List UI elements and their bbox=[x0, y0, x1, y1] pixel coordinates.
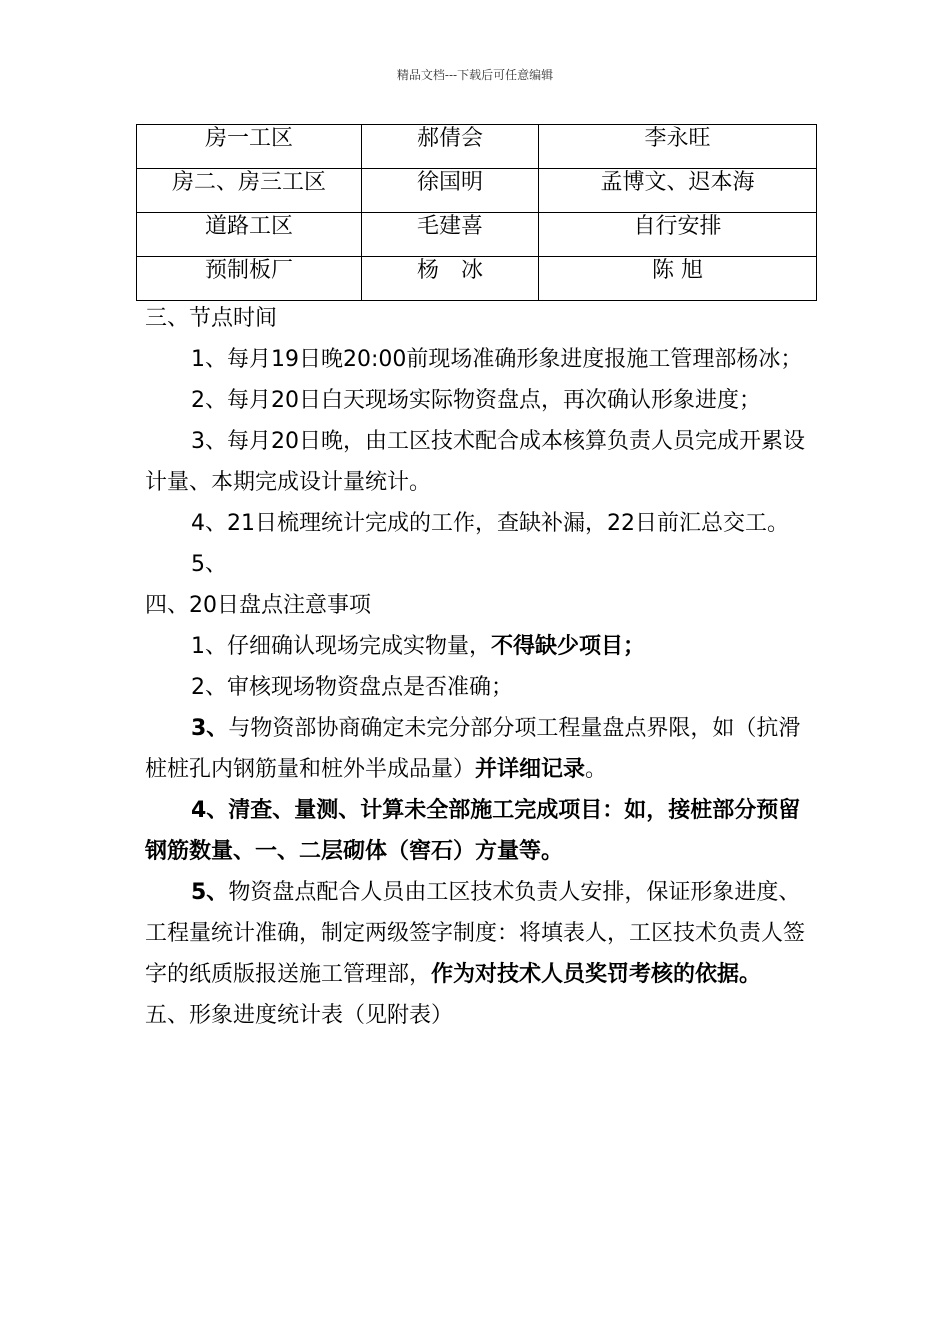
item-emphasis: 不得缺少项目； bbox=[491, 634, 646, 659]
table-cell: 郝倩会 bbox=[362, 125, 539, 169]
table-cell: 杨 冰 bbox=[362, 257, 539, 301]
table-cell: 毛建喜 bbox=[362, 213, 539, 257]
assignment-table bbox=[136, 124, 817, 301]
document-body bbox=[145, 298, 810, 1036]
list-item: 2、每月20日白天现场实际物资盘点，再次确认形象进度； bbox=[191, 388, 761, 413]
table-row bbox=[137, 257, 817, 301]
item-text: 1、仔细确认现场完成实物量， bbox=[191, 634, 491, 659]
item-emphasis: 4、清查、量测、计算未全部施工完成项目：如，接桩部分预留钢筋数量、一、二层砌体（窖石）方量等。 bbox=[145, 798, 801, 864]
item-text: 物资盘点配合人员由工区技术负责人安排，保证形象进度、工程量统计准确，制定两级签字制度：将填表人，工区技术负责人签字的纸质版报送施工管理部， bbox=[145, 880, 806, 987]
table-row bbox=[137, 213, 817, 257]
item-number: 3、 bbox=[191, 716, 229, 741]
table-cell: 房二、房三工区 bbox=[137, 169, 362, 213]
table-cell: 自行安排 bbox=[539, 213, 817, 257]
table-cell: 预制板厂 bbox=[137, 257, 362, 301]
table-row bbox=[137, 169, 817, 213]
list-item: 1、每月19日晚20:00前现场准确形象进度报施工管理部杨冰； bbox=[191, 347, 803, 372]
section-heading: 五、形象进度统计表（见附表） bbox=[145, 1003, 454, 1028]
table-cell: 房一工区 bbox=[137, 125, 362, 169]
page-header: 精品文档---下载后可任意编辑 bbox=[396, 68, 554, 82]
table-cell: 陈 旭 bbox=[539, 257, 817, 301]
section-heading: 四、20日盘点注意事项 bbox=[145, 593, 371, 618]
list-item: 4、21日梳理统计完成的工作，查缺补漏，22日前汇总交工。 bbox=[191, 511, 789, 536]
table-row bbox=[137, 125, 817, 169]
list-item: 5、 bbox=[191, 552, 227, 577]
list-item bbox=[145, 872, 810, 995]
list-item: 3、每月20日晚，由工区技术配合成本核算负责人员完成开累设计量、本期完成设计量统计。 bbox=[145, 429, 805, 495]
list-item bbox=[145, 626, 810, 667]
list-item bbox=[145, 790, 810, 872]
list-item: 2、审核现场物资盘点是否准确； bbox=[191, 675, 513, 700]
table-cell: 孟博文、迟本海 bbox=[539, 169, 817, 213]
table-cell: 徐国明 bbox=[362, 169, 539, 213]
table-cell: 李永旺 bbox=[539, 125, 817, 169]
table-cell: 道路工区 bbox=[137, 213, 362, 257]
item-number: 5、 bbox=[191, 880, 229, 905]
item-text: 与物资部协商确定未完分部分项工程量盘点界限，如（抗滑桩桩孔内钢筋量和桩外半成品量） bbox=[145, 716, 801, 782]
item-text: 。 bbox=[585, 757, 608, 782]
item-emphasis: 作为对技术人员奖罚考核的依据。 bbox=[431, 962, 762, 987]
section-heading: 三、节点时间 bbox=[145, 306, 278, 331]
list-item bbox=[145, 708, 810, 790]
item-emphasis: 并详细记录 bbox=[475, 757, 586, 782]
